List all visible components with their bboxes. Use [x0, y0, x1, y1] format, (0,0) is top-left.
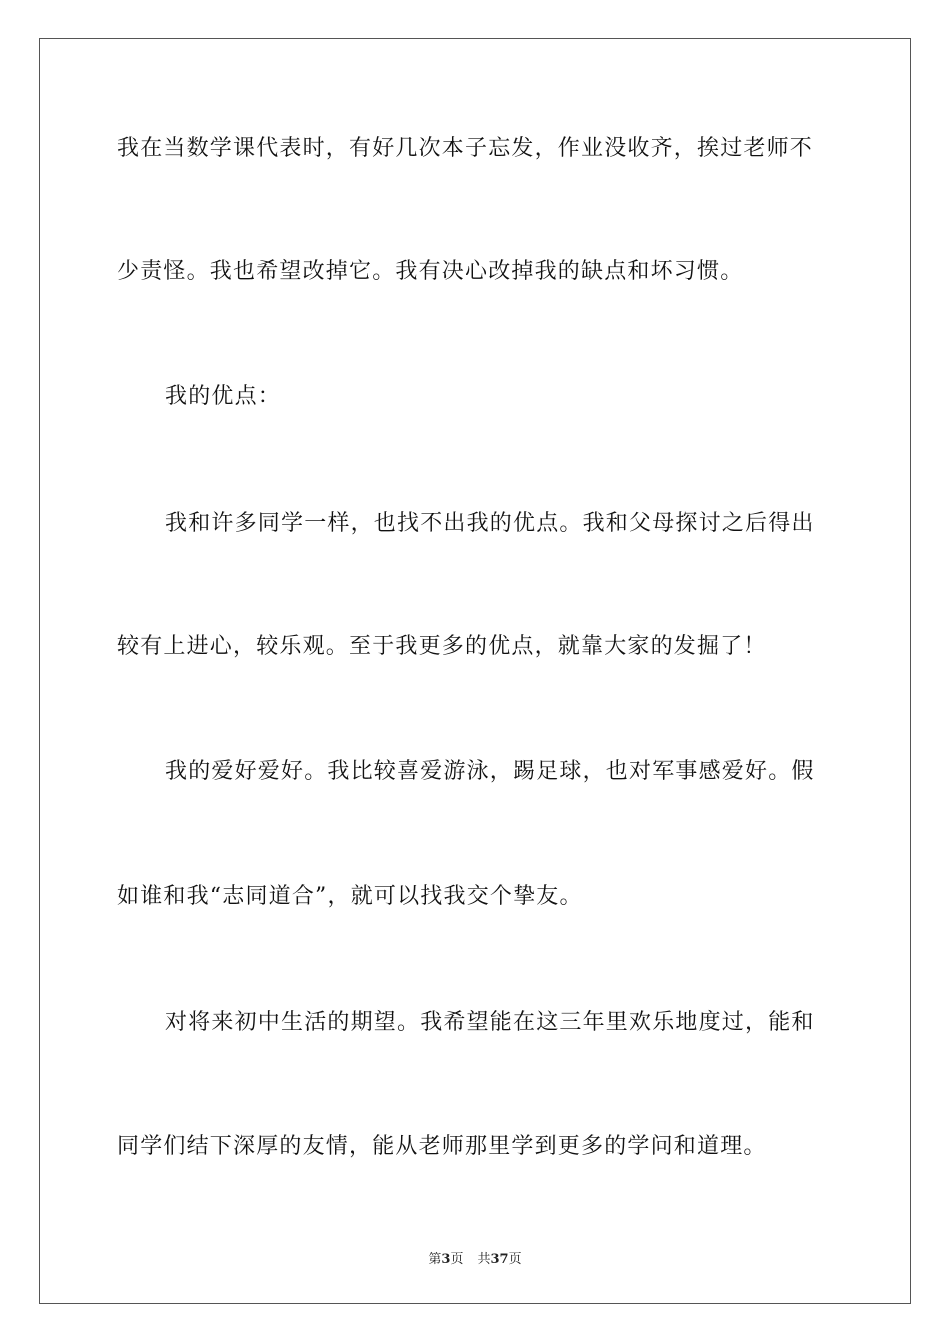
footer-total-suffix: 页 [508, 1252, 522, 1267]
footer-total-prefix: 共 [477, 1252, 491, 1267]
page-footer [0, 1248, 950, 1267]
section-heading-strengths: 我的优点： [165, 384, 282, 409]
footer-page-prefix: 第 [428, 1252, 442, 1267]
body-line-2: 少责怪。我也希望改掉它。我有决心改掉我的缺点和坏习惯。 [117, 259, 744, 284]
footer-page-suffix: 页 [450, 1252, 464, 1267]
body-line-1: 我在当数学课代表时，有好几次本子忘发，作业没收齐，挨过老师不 [117, 136, 814, 161]
footer-total-pages: 37 [490, 1252, 509, 1267]
footer-page-number: 3 [441, 1252, 451, 1267]
body-line-6: 我的爱好爱好。我比较喜爱游泳，踢足球，也对军事感爱好。假 [165, 759, 815, 784]
page-frame [39, 38, 911, 1304]
body-line-5: 较有上进心，较乐观。至于我更多的优点，就靠大家的发掘了！ [117, 634, 767, 659]
body-line-4: 我和许多同学一样，也找不出我的优点。我和父母探讨之后得出 [165, 511, 815, 536]
body-line-8: 对将来初中生活的期望。我希望能在这三年里欢乐地度过，能和 [165, 1010, 815, 1035]
body-line-9: 同学们结下深厚的友情，能从老师那里学到更多的学问和道理。 [117, 1134, 767, 1159]
body-line-7: 如谁和我“志同道合”，就可以找我交个挚友。 [117, 884, 583, 909]
